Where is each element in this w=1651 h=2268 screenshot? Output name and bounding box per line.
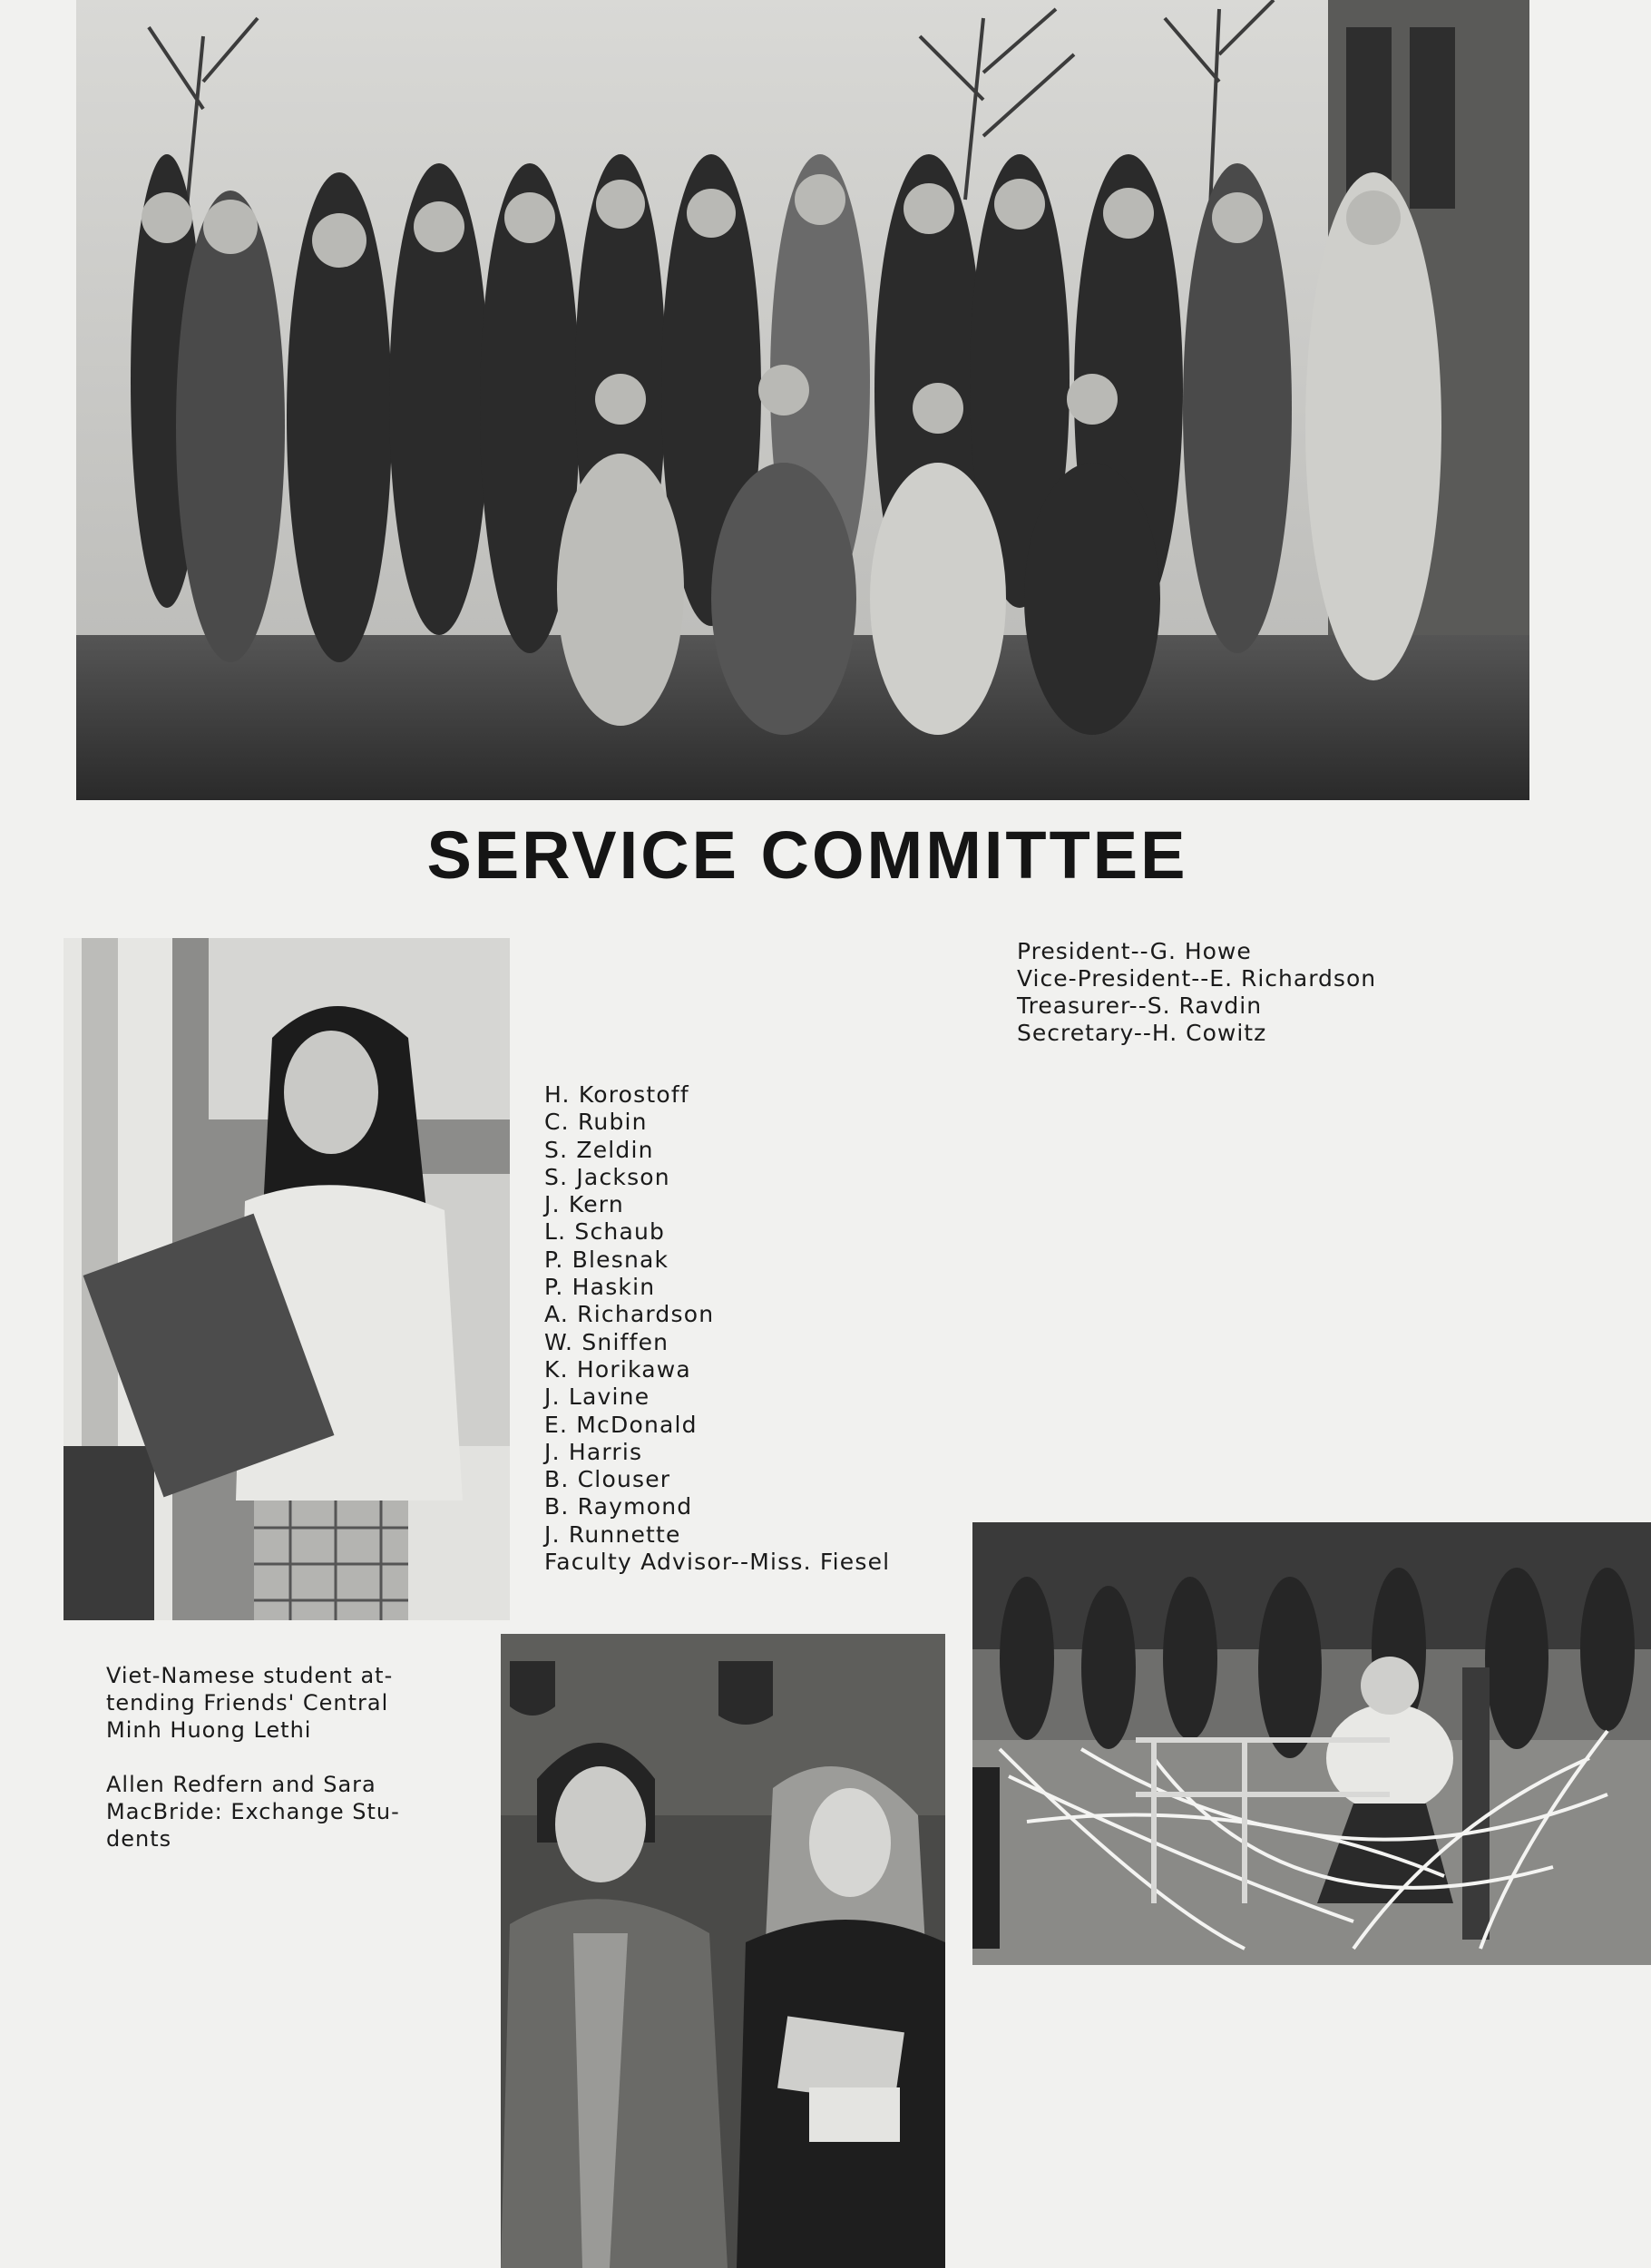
- member-name: J. Lavine: [544, 1383, 650, 1411]
- member-name: W. Sniffen: [544, 1328, 669, 1355]
- caption-line: MacBride: Exchange Stu-: [106, 1799, 400, 1824]
- student-photo: [64, 938, 510, 1620]
- member-name: S. Zeldin: [544, 1136, 654, 1163]
- member-name: P. Haskin: [544, 1274, 656, 1301]
- member-name: J. Kern: [544, 1191, 624, 1218]
- member-name: E. McDonald: [544, 1411, 698, 1438]
- caption-line: dents: [106, 1826, 172, 1852]
- member-name: A. Richardson: [544, 1301, 715, 1328]
- member-name: B. Clouser: [544, 1466, 671, 1493]
- member-name: C. Rubin: [544, 1109, 648, 1136]
- member-name: L. Schaub: [544, 1218, 666, 1246]
- member-name: B. Raymond: [544, 1493, 693, 1520]
- group-photo: [76, 0, 1529, 800]
- page-title: SERVICE COMMITTEE: [426, 817, 1188, 893]
- member-name: J. Runnette: [544, 1520, 681, 1548]
- exchange-students-photo: [501, 1634, 945, 2268]
- student-caption: [106, 1662, 487, 1744]
- caption-line: tending Friends' Central: [106, 1690, 389, 1716]
- member-name: P. Blesnak: [544, 1246, 669, 1273]
- officer-secretary: Secretary--H. Cowitz: [1017, 1020, 1267, 1046]
- caption-line: Minh Huong Lethi: [106, 1717, 312, 1743]
- member-name: S. Jackson: [544, 1163, 670, 1190]
- members-list: [544, 1081, 890, 1576]
- officer-treasurer: Treasurer--S. Ravdin: [1017, 992, 1263, 1019]
- game-photo: [972, 1522, 1651, 1965]
- officers-list: [1017, 938, 1376, 1047]
- officer-vice-president: Vice-President--E. Richardson: [1017, 965, 1377, 992]
- member-name: K. Horikawa: [544, 1355, 691, 1383]
- caption-line: Allen Redfern and Sara: [106, 1772, 376, 1797]
- member-name: H. Korostoff: [544, 1081, 689, 1108]
- member-name: J. Harris: [544, 1438, 643, 1465]
- caption-line: Viet-Namese student at-: [106, 1663, 394, 1688]
- faculty-advisor: Faculty Advisor--Miss. Fiesel: [544, 1549, 891, 1576]
- officer-president: President--G. Howe: [1017, 938, 1252, 964]
- exchange-caption: [106, 1771, 487, 1853]
